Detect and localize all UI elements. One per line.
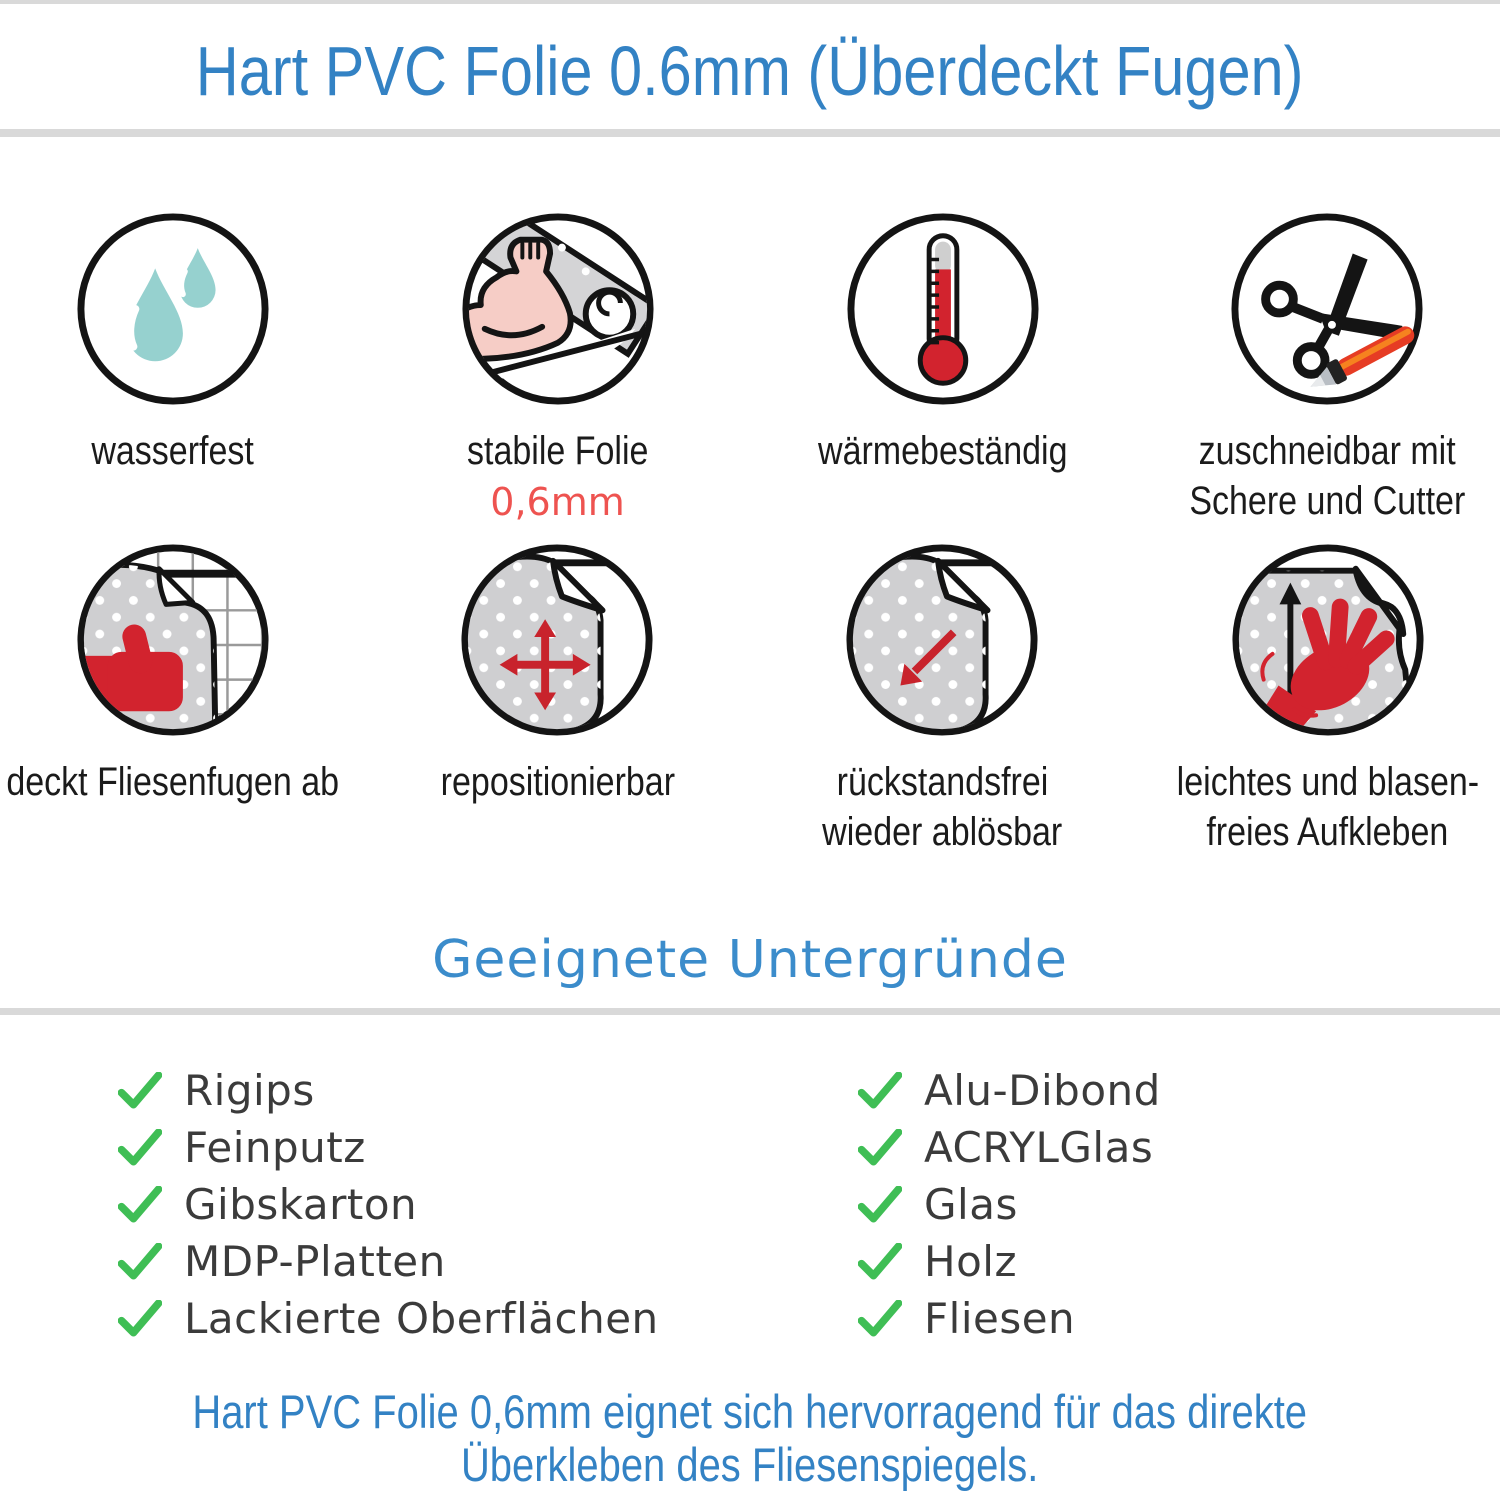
page-title-text: Hart PVC Folie 0.6mm (Überdeckt Fugen)	[196, 32, 1304, 110]
scissors-cutter-icon	[1228, 210, 1426, 408]
feature-caption: wasserfest	[91, 429, 254, 473]
list-item: Holz	[858, 1233, 1161, 1290]
check-icon	[858, 1186, 902, 1223]
hand-smooth-foil-icon	[1229, 541, 1427, 739]
list-item: Lackierte Oberflächen	[118, 1290, 659, 1347]
feature-caption: deckt Fliesenfugen ab	[6, 760, 339, 804]
feature-deckt-fliesenfugen	[0, 541, 368, 857]
muscle-foil-roll-icon	[459, 210, 657, 408]
peel-arrow-foil-icon	[843, 541, 1041, 739]
substrates-separator	[0, 1008, 1500, 1015]
feature-caption: leichtes und blasen- freies Aufkleben	[1176, 760, 1479, 854]
substrates-list-left	[118, 1062, 659, 1347]
list-item: Fliesen	[858, 1290, 1161, 1347]
feature-caption: wärmebeständig	[817, 429, 1068, 473]
feature-stabile-folie	[451, 210, 664, 526]
feature-repositionierbar	[420, 541, 696, 857]
check-icon	[118, 1243, 162, 1280]
list-item: MDP-Platten	[118, 1233, 659, 1290]
move-arrows-foil-icon	[458, 541, 656, 739]
top-separator	[0, 0, 1500, 4]
feature-rueckstandsfrei	[801, 541, 1083, 857]
check-icon	[118, 1072, 162, 1109]
feature-row-2	[0, 541, 1500, 857]
thermometer-icon	[844, 210, 1042, 408]
check-icon	[858, 1072, 902, 1109]
list-item: ACRYLGlas	[858, 1119, 1161, 1176]
feature-caption: zuschneidbar mit Schere und Cutter	[1189, 429, 1466, 523]
feature-row-1	[0, 210, 1500, 526]
substrates-title: Geeignete Untergründe	[432, 930, 1068, 990]
water-drops-icon	[74, 210, 272, 408]
check-icon	[858, 1243, 902, 1280]
check-icon	[858, 1129, 902, 1166]
check-icon	[858, 1300, 902, 1337]
substrates-list-right	[858, 1062, 1161, 1347]
check-icon	[118, 1129, 162, 1166]
list-item: Rigips	[118, 1062, 659, 1119]
footer-note: Hart PVC Folie 0,6mm eignet sich hervorragend für das direkte Überkleben des Fliesenspiegels.	[192, 1385, 1308, 1491]
list-item: Alu-Dibond	[858, 1062, 1161, 1119]
feature-leichtes-aufkleben	[1150, 541, 1500, 857]
check-icon	[118, 1300, 162, 1337]
list-item: Glas	[858, 1176, 1161, 1233]
thickness-note: 0,6mm	[490, 480, 625, 524]
list-item: Gibskarton	[118, 1176, 659, 1233]
feature-caption: stabile Folie	[466, 429, 649, 473]
feature-caption: rückstandsfrei wieder ablösbar	[822, 760, 1063, 854]
check-icon	[118, 1186, 162, 1223]
feature-waermebestaendig	[796, 210, 1090, 526]
thumb-up-tiles-icon	[74, 541, 272, 739]
title-separator	[0, 129, 1500, 137]
feature-caption: repositionierbar	[440, 760, 675, 804]
feature-wasserfest	[74, 210, 272, 526]
page-title	[0, 30, 1500, 112]
feature-zuschneidbar	[1165, 210, 1490, 526]
list-item: Feinputz	[118, 1119, 659, 1176]
